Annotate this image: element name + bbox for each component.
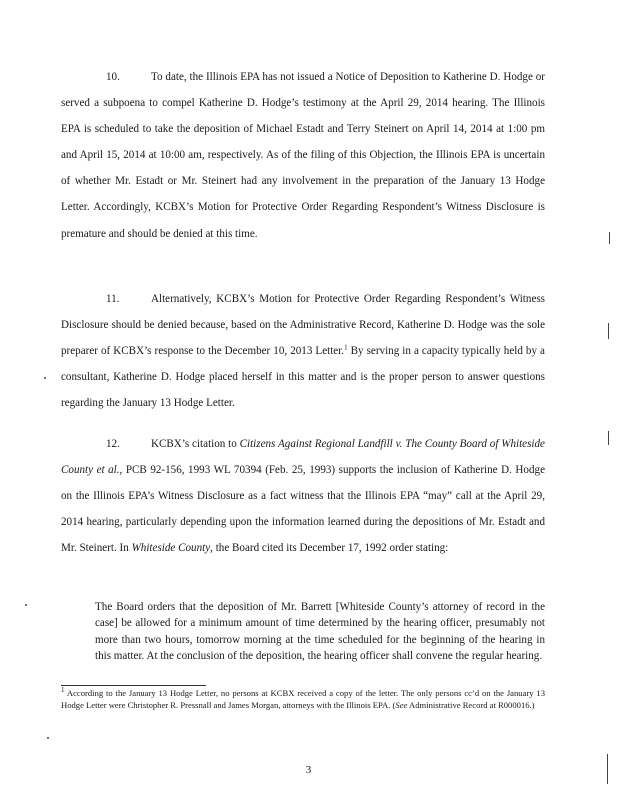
paragraph-text: Alternatively, KCBX’s Motion for Protective Order Regarding Respondent’s Witness Disclosure should be denied because, based on the Administrative Record, Katherine D. Hodge was the sole preparer of KCBX’s response to the December 10, 2013 Letter.	[61, 293, 545, 358]
paragraph-11	[61, 286, 545, 416]
footnote	[61, 688, 545, 711]
paragraph-12	[61, 431, 545, 561]
paragraph-text: , PCB 92-156, 1993 WL 70394 (Feb. 25, 1993) supports the inclusion of Katherine D. Hodge on the Illinois EPA’s Witness Disclosure as a fact witness that the Illinois EPA “may” call at the April 29, 2014 hearing, particularly depending upon the information learned during the depositions of Mr. Estadt and Mr. Steinert. In	[61, 464, 545, 555]
paragraph-number: 10.	[106, 71, 120, 83]
paragraph-text: To date, the Illinois EPA has not issued a Notice of Deposition to Katherine D. Hodge or served a subpoena to compel Katherine D. Hodge’s testimony at the April 29, 2014 hearing. The Illinois EPA is scheduled to take the deposition of Michael Estadt and Terry Steinert on April 14, 2014 at 1:00 pm and April 15, 2014 at 10:00 am, respectively. As of the filing of this Objection, the Illinois EPA is uncertain of whether Mr. Estadt or Mr. Steinert had any involvement in the preparation of the January 13 Hodge Letter. Accordingly, KCBX’s Motion for Protective Order Regarding Respondent’s Witness Disclosure is premature and should be denied at this time.	[61, 71, 545, 240]
case-short-name: Whiteside County	[131, 542, 211, 555]
paragraph-10	[61, 64, 545, 247]
scan-mark	[608, 323, 609, 339]
footnote-reference: 1	[344, 343, 348, 352]
scan-mark	[609, 232, 610, 244]
scan-speck	[44, 377, 46, 379]
footnote-text: According to the January 13 Hodge Letter, no persons at KCBX received a copy of the letter. The only persons cc’d on the January 13 Hodge Letter were Christopher R. Pressnall and James Morgan, attorneys with the Illinois EPA. (	[61, 688, 545, 710]
scan-mark	[607, 754, 608, 784]
footnote-signal: See	[395, 699, 408, 710]
case-citation: Citizens Against Regional Landfill v. The County Board of Whiteside County et al.	[61, 438, 545, 477]
scan-mark	[608, 431, 609, 445]
page-number: 3	[305, 764, 312, 776]
paragraph-number: 12.	[106, 438, 120, 450]
scan-speck	[47, 737, 49, 739]
paragraph-number: 11.	[106, 293, 120, 305]
block-quote: The Board orders that the deposition of Mr. Barrett [Whiteside County’s attorney of record in the case] be allowed for a minimum amount of time determined by the hearing officer, presumably not more than two hours, tomorrow morning at the time scheduled for the beginning of the hearing in this matter. At the conclusion of the deposition, the hearing officer shall convene the regular hearing.	[95, 601, 545, 663]
paragraph-text-continued: By serving in a capacity typically held by a consultant, Katherine D. Hodge placed herself in this matter and is the proper person to answer questions regarding the January 13 Hodge Letter.	[61, 345, 545, 410]
scan-speck	[25, 604, 27, 606]
footnote-divider	[61, 685, 206, 686]
footnote-marker: 1	[61, 686, 65, 695]
footnote-text-end: Administrative Record at R000016.)	[407, 699, 535, 710]
paragraph-text: KCBX’s citation to	[151, 438, 240, 450]
paragraph-text: , the Board cited its December 17, 1992 order stating:	[210, 542, 449, 555]
